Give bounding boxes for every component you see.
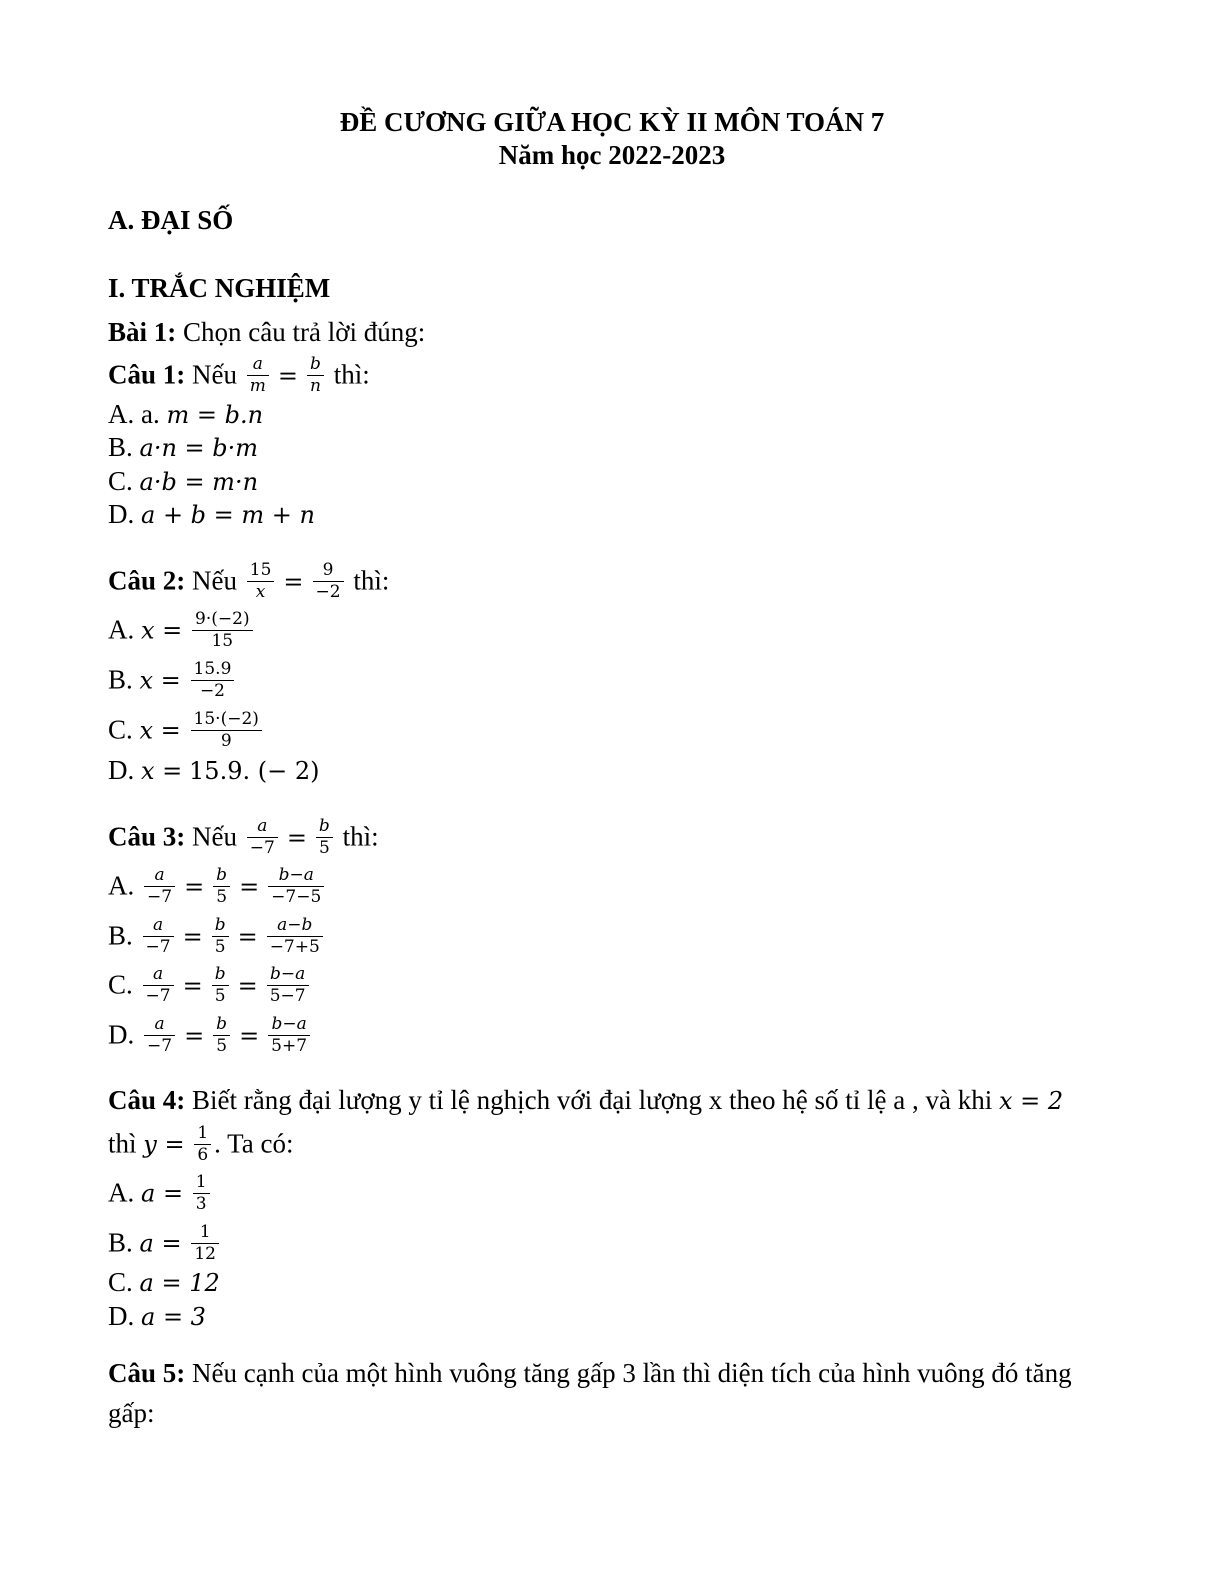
fraction-b-over-n: $\frac{b}{n}$ <box>307 354 324 397</box>
fraction-a-over-m: $\frac{a}{m}$ <box>247 354 269 397</box>
fraction-15-over-x: $\frac{15}{x}$ <box>247 560 275 603</box>
question-4-text-2: thì <box>108 1128 137 1159</box>
option-fraction-2: $\frac{b}{5}$ <box>212 915 229 958</box>
option-prefix: B. <box>108 920 133 951</box>
option-fraction: $\frac{1}{3}$ <box>193 1172 210 1215</box>
question-3-lead: Nếu <box>185 821 237 852</box>
question-3-option-d[interactable]: D. $\frac{a}{-7}$ = $\frac{b}{5}$ = $\frac{b-a}{5+7}$ <box>108 1016 313 1059</box>
question-1-lead: Nếu <box>185 359 237 390</box>
question-2: Câu 2: Nếu $\frac{15}{x}$ = $\frac{9}{-2}$ thì: <box>108 560 390 602</box>
exercise-1-label: Bài 1: <box>108 317 177 347</box>
question-4-option-d[interactable] <box>108 1300 206 1333</box>
question-1: Câu 1: Nếu $\frac{a}{m}$ = $\frac{b}{n}$ thì: <box>108 354 370 396</box>
question-1-tail: thì: <box>326 359 370 390</box>
option-prefix: D. <box>108 1301 135 1331</box>
question-1-label: Câu 1: <box>108 359 186 390</box>
option-fraction-2: $\frac{b}{5}$ <box>212 964 229 1007</box>
option-prefix: C. <box>108 969 133 1000</box>
question-2-tail: thì: <box>346 565 390 596</box>
option-lhs: x = <box>141 757 183 785</box>
question-4-option-c[interactable] <box>108 1266 220 1299</box>
option-prefix: A. <box>108 614 135 645</box>
question-3: Câu 3: Nếu $\frac{a}{-7}$ = $\frac{b}{5}$ thì: <box>108 816 379 858</box>
option-lhs: a = <box>141 1179 184 1208</box>
option-lhs: x = <box>139 666 181 695</box>
option-fraction-1: $\frac{a}{-7}$ <box>143 964 174 1007</box>
question-2-option-b[interactable] <box>108 661 237 704</box>
section-heading-algebra: A. ĐẠI SỐ <box>108 205 234 235</box>
question-2-lead: Nếu <box>185 565 237 596</box>
option-prefix: A. <box>108 1177 135 1208</box>
option-lhs: x = <box>139 716 181 745</box>
fraction-9-over-minus2: $\frac{9}{-2}$ <box>313 560 344 603</box>
option-prefix: C. <box>108 466 133 496</box>
question-4-line-2 <box>108 1125 293 1168</box>
question-1-option-a[interactable] <box>108 398 263 431</box>
question-3-tail: thì: <box>335 821 379 852</box>
option-fraction: $\frac{15.9}{-2}$ <box>191 659 235 702</box>
question-4-option-b[interactable] <box>108 1224 222 1267</box>
question-5 <box>108 1353 1098 1433</box>
option-fraction: $\frac{9\cdot(-2)}{15}$ <box>192 609 253 652</box>
question-5-text: Nếu cạnh của một hình vuông tăng gấp 3 lần thì diện tích của hình vuông đó tăng gấp: <box>108 1358 1072 1428</box>
question-2-option-a[interactable] <box>108 611 256 654</box>
option-fraction-1: $\frac{a}{-7}$ <box>143 915 174 958</box>
option-fraction-1: $\frac{a}{-7}$ <box>144 865 175 908</box>
question-1-option-b[interactable] <box>108 431 258 464</box>
option-rhs: 15.9. (− 2) <box>189 757 320 785</box>
option-prefix: A. <box>108 870 135 901</box>
question-2-label: Câu 2: <box>108 565 186 596</box>
question-4-label: Câu 4: <box>108 1085 186 1115</box>
option-fraction-2: $\frac{b}{5}$ <box>213 1014 230 1057</box>
question-4-condition: x = 2 <box>998 1087 1064 1115</box>
subsection-heading-multiple-choice: I. TRẮC NGHIỆM <box>108 273 331 303</box>
question-2-option-c[interactable] <box>108 711 265 754</box>
option-fraction-3: $\frac{b-a}{5-7}$ <box>267 964 309 1007</box>
option-fraction-3: $\frac{b-a}{-7-5}$ <box>268 865 324 908</box>
option-expression: a + b = m + n <box>141 501 315 529</box>
option-prefix: D. <box>108 1019 135 1050</box>
option-fraction-3: $\frac{b-a}{5+7}$ <box>268 1014 310 1057</box>
option-expression: a·b = m·n <box>139 468 259 496</box>
exercise-1-text: Chọn câu trả lời đúng: <box>176 317 426 347</box>
option-expression: a = 12 <box>139 1269 220 1297</box>
fraction-a-over-minus7: $\frac{a}{-7}$ <box>247 816 278 859</box>
option-prefix: D. <box>108 499 135 529</box>
question-1-option-d[interactable] <box>108 498 315 531</box>
option-fraction-3: $\frac{a-b}{-7+5}$ <box>267 915 323 958</box>
option-fraction: $\frac{1}{12}$ <box>191 1222 219 1265</box>
option-prefix: C. <box>108 714 133 745</box>
question-4 <box>108 1084 1063 1117</box>
option-prefix: B. <box>108 1227 133 1258</box>
document-subtitle: Năm học 2022-2023 <box>498 140 726 170</box>
option-expression: a·n = b·m <box>139 434 259 462</box>
question-1-option-c[interactable] <box>108 465 258 498</box>
option-prefix: B. <box>108 432 133 462</box>
question-4-text-3: . Ta có: <box>214 1128 294 1159</box>
exercise-1 <box>108 316 425 348</box>
option-prefix: A. a. <box>108 399 160 429</box>
option-fraction: $\frac{15\cdot(-2)}{9}$ <box>191 709 262 752</box>
option-expression: m = b.n <box>166 401 264 429</box>
option-lhs: x = <box>141 616 183 645</box>
question-4-option-a[interactable] <box>108 1174 213 1217</box>
option-prefix: C. <box>108 1267 133 1297</box>
option-expression: a = 3 <box>141 1303 206 1331</box>
question-5-label: Câu 5: <box>108 1358 186 1388</box>
fraction-1-over-6: $\frac{1}{6}$ <box>194 1123 211 1166</box>
question-4-y: y = <box>143 1130 185 1159</box>
question-3-option-a[interactable]: A. $\frac{a}{-7}$ = $\frac{b}{5}$ = $\frac{b-a}{-7-5}$ <box>108 867 327 910</box>
option-lhs: a = <box>139 1229 182 1258</box>
option-prefix: B. <box>108 664 133 695</box>
question-3-option-c[interactable]: C. $\frac{a}{-7}$ = $\frac{b}{5}$ = $\frac{b-a}{5-7}$ <box>108 966 312 1009</box>
document-title: ĐỀ CƯƠNG GIỮA HỌC KỲ II MÔN TOÁN 7 <box>339 107 885 137</box>
question-4-text: Biết rằng đại lượng y tỉ lệ nghịch với đại lượng x theo hệ số tỉ lệ a , và khi <box>185 1085 993 1115</box>
question-2-option-d[interactable] <box>108 754 319 787</box>
option-prefix: D. <box>108 755 135 785</box>
option-fraction-2: $\frac{b}{5}$ <box>213 865 230 908</box>
fraction-b-over-5: $\frac{b}{5}$ <box>316 816 333 859</box>
question-3-option-b[interactable]: B. $\frac{a}{-7}$ = $\frac{b}{5}$ = $\frac{a-b}{-7+5}$ <box>108 917 326 960</box>
question-3-label: Câu 3: <box>108 821 186 852</box>
option-fraction-1: $\frac{a}{-7}$ <box>144 1014 175 1057</box>
